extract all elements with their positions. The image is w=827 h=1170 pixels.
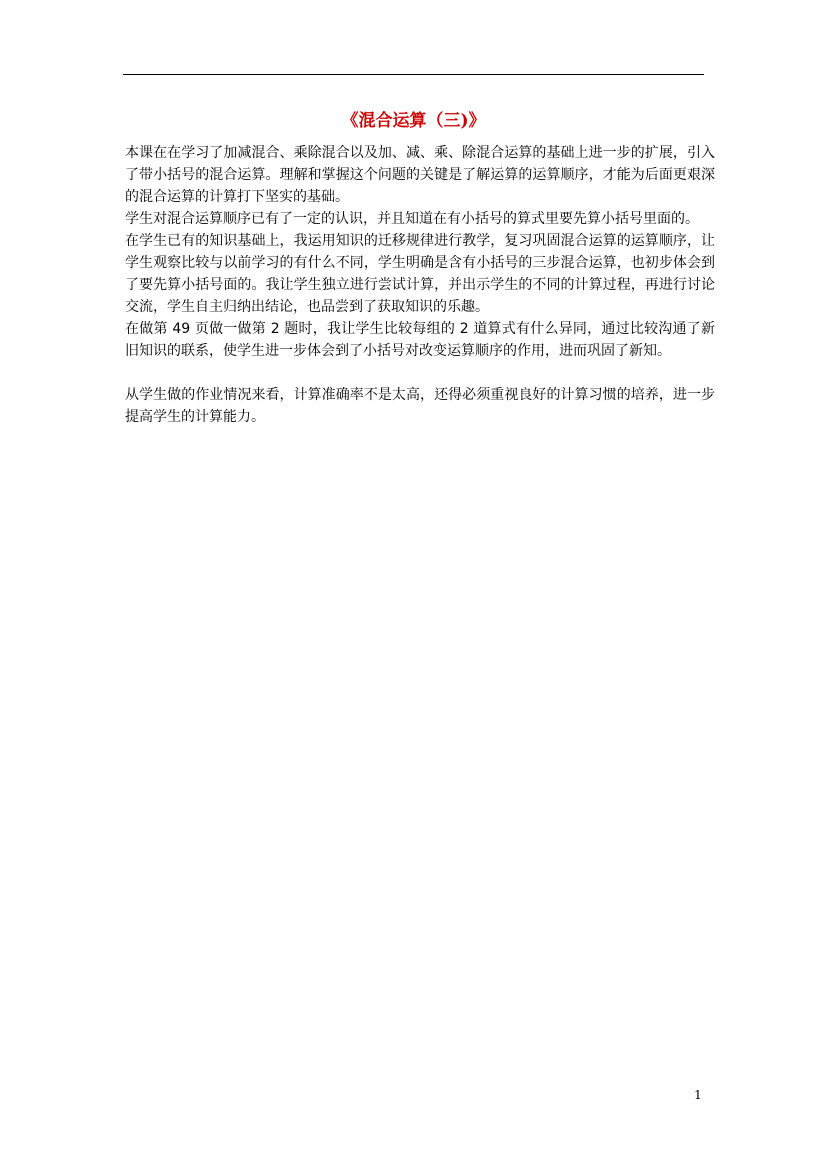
page-number: 1 [694, 1088, 702, 1102]
paragraph-intro: 本课在在学习了加减混合、乘除混合以及加、减、乘、除混合运算的基础上进一步的扩展，引入了带小括号的混合运算。理解和掌握这个问题的关键是了解运算的运算顺序，才能为后面更艰深的混合运算的计算打下坚实的基础。 [125, 145, 715, 205]
paragraph-prior-knowledge: 学生对混合运算顺序已有了一定的认识，并且知道在有小括号的算式里要先算小括号里面的。 [125, 211, 699, 227]
paragraph-reflection: 从学生做的作业情况来看，计算准确率不是太高，还得必须重视良好的计算习惯的培养，进一步提高学生的计算能力。 [125, 387, 715, 425]
paragraph-teaching-process: 在学生已有的知识基础上，我运用知识的迁移规律进行教学，复习巩固混合运算的运算顺序，让学生观察比较与以前学习的有什么不同，学生明确是含有小括号的三步混合运算，也初步体会到了要先算小括号面的。我让学生独立进行尝试计算，并出示学生的不同的计算过程，再进行讨论交流，学生自主归纳出结论，也品尝到了获取知识的乐趣。 [125, 233, 715, 315]
document-body [125, 142, 715, 428]
document-title: 《混合运算（三)》 [341, 111, 486, 131]
header-rule [123, 74, 704, 75]
paragraph-exercise: 在做第 49 页做一做第 2 题时，我让学生比较每组的 2 道算式有什么异同，通过比较沟通了新旧知识的联系，使学生进一步体会到了小括号对改变运算顺序的作用，进而巩固了新知。 [125, 321, 715, 359]
